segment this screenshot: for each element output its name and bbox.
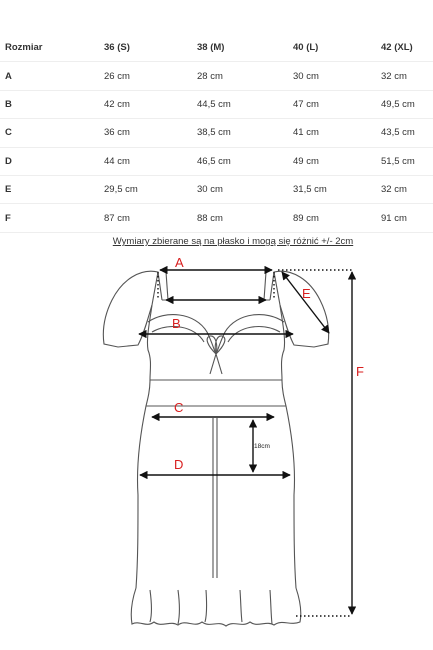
header-cell-36: 36 (S): [104, 34, 197, 62]
table-cell: 88 cm: [197, 204, 293, 232]
header-cell-38: 38 (M): [197, 34, 293, 62]
header-cell-size: Rozmiar: [0, 34, 104, 62]
table-cell: 28 cm: [197, 62, 293, 90]
table-row: [0, 204, 433, 232]
table-row: [0, 62, 433, 90]
table-row: [0, 119, 433, 147]
row-label: E: [0, 175, 104, 203]
table-cell: 51,5 cm: [381, 147, 433, 175]
measurement-note: Wymiary zbierane są na płasko i mogą się różnić +/- 2cm: [112, 236, 354, 247]
table-cell: 43,5 cm: [381, 119, 433, 147]
label-d: D: [174, 457, 184, 472]
row-label: B: [0, 90, 104, 118]
table-cell: 41 cm: [293, 119, 381, 147]
table-row: [0, 147, 433, 175]
table-cell: 49 cm: [293, 147, 381, 175]
table-cell: 31,5 cm: [293, 175, 381, 203]
table-row: [0, 90, 433, 118]
label-e: E: [302, 286, 311, 301]
header-cell-40: 40 (L): [293, 34, 381, 62]
label-f: F: [356, 364, 364, 379]
label-c: C: [174, 400, 184, 415]
label-a: A: [175, 255, 184, 270]
table-cell: 30 cm: [293, 62, 381, 90]
size-table: [0, 34, 433, 233]
slit-length-label: 18cm: [254, 443, 270, 450]
table-cell: 89 cm: [293, 204, 381, 232]
measure-arrows: [139, 270, 352, 614]
table-cell: 47 cm: [293, 90, 381, 118]
row-label: C: [0, 119, 104, 147]
row-label: A: [0, 62, 104, 90]
table-cell: 32 cm: [381, 175, 433, 203]
table-cell: 87 cm: [104, 204, 197, 232]
dress-outline: [103, 271, 328, 626]
dress-diagram: [0, 250, 433, 650]
header-cell-42: 42 (XL): [381, 34, 433, 62]
table-row: [0, 175, 433, 203]
table-cell: 42 cm: [104, 90, 197, 118]
table-cell: 29,5 cm: [104, 175, 197, 203]
table-header-row: [0, 34, 433, 62]
table-cell: 44 cm: [104, 147, 197, 175]
table-cell: 38,5 cm: [197, 119, 293, 147]
table-cell: 36 cm: [104, 119, 197, 147]
table-cell: 32 cm: [381, 62, 433, 90]
table-cell: 44,5 cm: [197, 90, 293, 118]
table-cell: 30 cm: [197, 175, 293, 203]
table-cell: 46,5 cm: [197, 147, 293, 175]
table-cell: 26 cm: [104, 62, 197, 90]
row-label: F: [0, 204, 104, 232]
table-cell: 91 cm: [381, 204, 433, 232]
row-label: D: [0, 147, 104, 175]
table-cell: 49,5 cm: [381, 90, 433, 118]
label-b: B: [172, 316, 181, 331]
